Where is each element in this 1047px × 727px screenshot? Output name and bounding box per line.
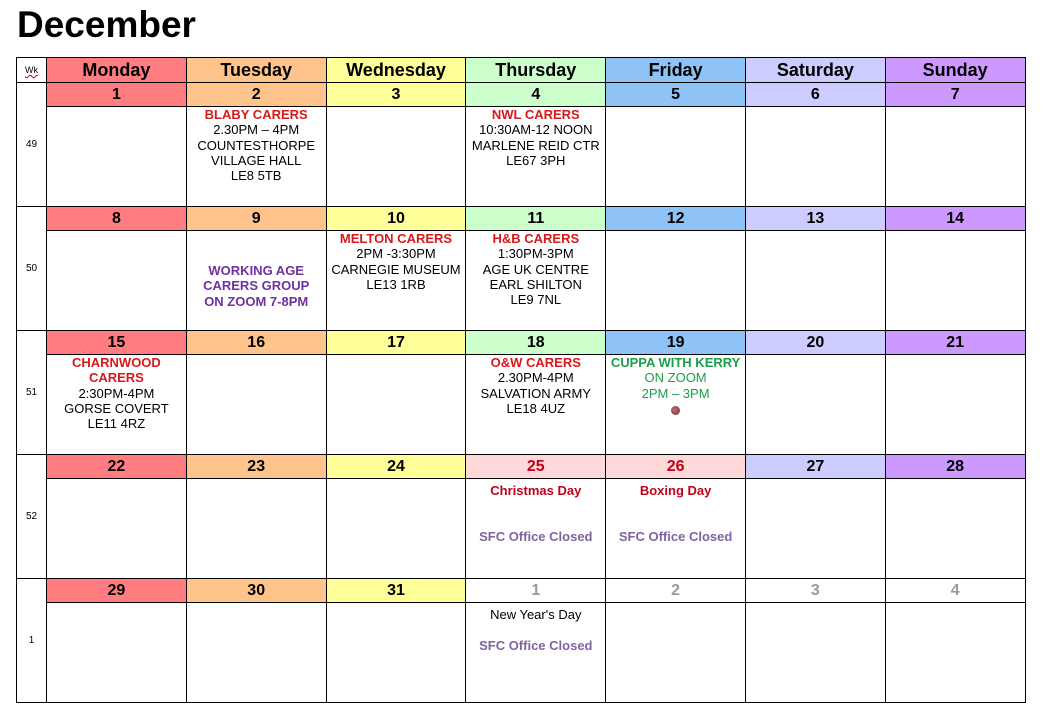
date-number: 26 xyxy=(606,455,746,479)
calendar-grid xyxy=(16,57,1026,703)
event-cell xyxy=(47,355,187,455)
day-cell xyxy=(606,231,746,331)
day-cells-row xyxy=(17,355,1026,455)
holiday-cell xyxy=(606,479,746,579)
weekday-saturday: Saturday xyxy=(745,58,885,83)
event-cell xyxy=(186,231,326,331)
date-row xyxy=(17,579,1026,603)
weekday-monday: Monday xyxy=(47,58,187,83)
weekday-sunday: Sunday xyxy=(885,58,1025,83)
event-line: AGE UK CENTRE xyxy=(482,261,589,277)
day-cell xyxy=(885,603,1025,703)
date-row xyxy=(17,455,1026,479)
day-cell xyxy=(47,479,187,579)
event-title: MELTON CARERS xyxy=(339,231,453,246)
date-number: 14 xyxy=(885,207,1025,231)
event-title: O&W CARERS xyxy=(490,355,581,370)
date-number: 21 xyxy=(885,331,1025,355)
weekday-header-row xyxy=(17,58,1026,83)
week-number: 49 xyxy=(17,83,47,207)
event-cell xyxy=(326,231,466,331)
date-number: 31 xyxy=(326,579,466,603)
event-line: 2PM – 3PM xyxy=(641,385,710,401)
event-line: 1:30PM-3PM xyxy=(497,246,574,262)
holiday-title: Boxing Day xyxy=(639,483,712,498)
date-number: 6 xyxy=(745,83,885,107)
event-line: ON ZOOM 7-8PM xyxy=(204,293,309,309)
event-cell xyxy=(606,355,746,455)
event-line: LE8 5TB xyxy=(230,168,282,184)
day-cells-row xyxy=(17,603,1026,703)
weekday-friday: Friday xyxy=(606,58,746,83)
day-cell xyxy=(326,479,466,579)
date-number: 12 xyxy=(606,207,746,231)
date-number: 2 xyxy=(606,579,746,603)
event-line: LE67 3PH xyxy=(506,152,566,168)
date-number: 10 xyxy=(326,207,466,231)
day-cell xyxy=(885,355,1025,455)
event-line: LE9 7NL xyxy=(510,292,562,308)
date-number: 11 xyxy=(466,207,606,231)
event-title: NWL CARERS xyxy=(491,107,580,122)
date-number: 8 xyxy=(47,207,187,231)
date-number: 24 xyxy=(326,455,466,479)
day-cell xyxy=(606,603,746,703)
event-line: MARLENE REID CTR xyxy=(471,137,600,153)
day-cell xyxy=(47,231,187,331)
day-cell xyxy=(745,355,885,455)
date-number: 4 xyxy=(466,83,606,107)
holiday-title: New Year's Day xyxy=(490,607,582,622)
date-number: 27 xyxy=(745,455,885,479)
event-title: H&B CARERS xyxy=(492,231,580,246)
event-line: EARL SHILTON xyxy=(489,276,582,292)
event-line: CUPPA WITH KERRY xyxy=(610,355,741,370)
day-cell xyxy=(885,107,1025,207)
date-number: 9 xyxy=(186,207,326,231)
week-number: 1 xyxy=(17,579,47,703)
date-number: 7 xyxy=(885,83,1025,107)
day-cell xyxy=(186,355,326,455)
dot-icon xyxy=(671,406,680,415)
office-closed-note: SFC Office Closed xyxy=(479,638,593,654)
holiday-cell xyxy=(466,479,606,579)
date-number: 16 xyxy=(186,331,326,355)
day-cell xyxy=(745,603,885,703)
event-line: CARNEGIE MUSEUM xyxy=(331,261,461,277)
week-number-header: Wk xyxy=(17,58,47,83)
event-line: LE18 4UZ xyxy=(506,400,566,416)
day-cells-row xyxy=(17,479,1026,579)
event-line: WORKING AGE xyxy=(208,263,304,278)
event-cell xyxy=(466,107,606,207)
event-line: ON ZOOM xyxy=(644,370,707,386)
date-number: 19 xyxy=(606,331,746,355)
date-row xyxy=(17,207,1026,231)
day-cell xyxy=(326,355,466,455)
holiday-cell xyxy=(466,603,606,703)
date-number: 13 xyxy=(745,207,885,231)
office-closed-note: SFC Office Closed xyxy=(479,529,593,545)
date-number: 15 xyxy=(47,331,187,355)
event-line: SALVATION ARMY xyxy=(480,385,592,401)
event-title: BLABY CARERS xyxy=(204,107,308,122)
day-cell xyxy=(47,107,187,207)
date-number: 2 xyxy=(186,83,326,107)
day-cell xyxy=(326,107,466,207)
weekday-tuesday: Tuesday xyxy=(186,58,326,83)
day-cell xyxy=(885,479,1025,579)
event-line: 2.30PM-4PM xyxy=(497,370,574,386)
event-line: 2PM -3:30PM xyxy=(356,246,436,262)
day-cell xyxy=(186,603,326,703)
event-cell xyxy=(186,107,326,207)
weekday-wednesday: Wednesday xyxy=(326,58,466,83)
date-number: 29 xyxy=(47,579,187,603)
day-cell xyxy=(326,603,466,703)
event-line: LE13 1RB xyxy=(366,276,426,292)
week-number: 52 xyxy=(17,455,47,579)
date-number: 4 xyxy=(885,579,1025,603)
day-cells-row xyxy=(17,107,1026,207)
date-number: 20 xyxy=(745,331,885,355)
date-number: 22 xyxy=(47,455,187,479)
day-cell xyxy=(606,107,746,207)
day-cell xyxy=(745,479,885,579)
date-number: 1 xyxy=(47,83,187,107)
event-cell xyxy=(466,231,606,331)
event-line: 2:30PM-4PM xyxy=(78,385,155,401)
date-number: 5 xyxy=(606,83,746,107)
event-line: CARERS GROUP xyxy=(203,278,310,294)
event-line: COUNTESTHORPE xyxy=(197,137,316,153)
event-line: VILLAGE HALL xyxy=(211,152,302,168)
day-cell xyxy=(745,107,885,207)
day-cell xyxy=(885,231,1025,331)
week-number: 50 xyxy=(17,207,47,331)
date-number: 25 xyxy=(466,455,606,479)
date-number: 28 xyxy=(885,455,1025,479)
date-number: 3 xyxy=(326,83,466,107)
day-cells-row xyxy=(17,231,1026,331)
week-number: 51 xyxy=(17,331,47,455)
date-number: 1 xyxy=(466,579,606,603)
day-cell xyxy=(47,603,187,703)
event-line: LE11 4RZ xyxy=(87,416,146,432)
date-row xyxy=(17,331,1026,355)
day-cell xyxy=(186,479,326,579)
page-title: December xyxy=(17,4,196,45)
date-number: 23 xyxy=(186,455,326,479)
date-number: 18 xyxy=(466,331,606,355)
event-cell xyxy=(466,355,606,455)
date-row xyxy=(17,83,1026,107)
event-line: 2.30PM – 4PM xyxy=(213,122,300,138)
date-number: 17 xyxy=(326,331,466,355)
weekday-thursday: Thursday xyxy=(466,58,606,83)
event-title: CHARNWOOD xyxy=(71,355,161,370)
date-number: 3 xyxy=(745,579,885,603)
date-number: 30 xyxy=(186,579,326,603)
event-line: 10:30AM-12 NOON xyxy=(479,122,593,138)
event-line: GORSE COVERT xyxy=(64,400,169,416)
day-cell xyxy=(745,231,885,331)
holiday-title: Christmas Day xyxy=(490,483,582,498)
office-closed-note: SFC Office Closed xyxy=(618,529,733,545)
event-title: CARERS xyxy=(88,370,144,386)
